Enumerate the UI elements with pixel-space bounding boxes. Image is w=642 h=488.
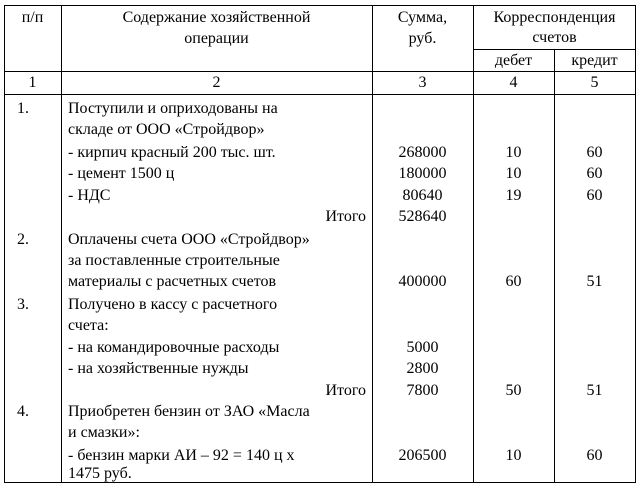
operation-2-line3: материалы с расчетных счетов [68, 273, 277, 290]
header-sum-line2: руб. [408, 30, 437, 47]
operation-1-item-2-text: - цемент 1500 ц [68, 165, 175, 182]
table-right-border [635, 5, 636, 483]
header-content-line2: операции [184, 30, 249, 47]
operation-4-sum: 206500 [398, 447, 447, 464]
operation-3-item-2-sum: 2800 [406, 360, 439, 377]
operation-4-credit: 60 [586, 447, 603, 464]
column-number-2: 2 [212, 74, 221, 91]
operation-1-item-2-debit: 10 [505, 165, 522, 182]
operation-1-item-1-sum: 268000 [398, 144, 447, 161]
operation-1-title-line2: складе от ООО «Стройдвор» [68, 121, 265, 138]
operation-3-total-sum: 7800 [406, 382, 439, 399]
operation-1-title-line1: Поступили и оприходованы на [68, 100, 278, 117]
column-divider-4 [554, 49, 555, 483]
operation-3-title-line1: Получено в кассу с расчетного [68, 296, 278, 313]
operation-3-total-label: Итого [325, 382, 366, 399]
column-number-4: 4 [509, 74, 518, 91]
operation-3-item-1-text: - на командировочные расходы [68, 339, 280, 356]
operation-2-number: 2. [17, 231, 29, 248]
operation-3-item-2-text: - на хозяйственные нужды [68, 360, 249, 377]
operation-4-debit: 10 [505, 447, 522, 464]
operation-1-item-1-debit: 10 [505, 144, 522, 161]
operation-1-total-label: Итого [325, 208, 366, 225]
header-content-line1: Содержание хозяйственной [122, 9, 311, 26]
operation-3-item-1-sum: 5000 [406, 339, 439, 356]
header-correspondence-line2: счетов [532, 29, 577, 46]
operation-3-title-line2: счета: [68, 317, 109, 334]
operation-1-item-3-credit: 60 [586, 187, 603, 204]
column-numbers-bottom-border [4, 94, 636, 95]
operation-1-item-1-text: - кирпич красный 200 тыс. шт. [68, 144, 276, 161]
header-sum-line1: Сумма, [397, 9, 448, 26]
operation-1-item-2-credit: 60 [586, 165, 603, 182]
operation-2-debit: 60 [505, 273, 522, 290]
column-number-5: 5 [590, 74, 599, 91]
operation-1-number: 1. [17, 100, 29, 117]
operation-2-credit: 51 [586, 273, 603, 290]
operation-3-credit: 51 [586, 382, 603, 399]
table-top-border [4, 5, 636, 6]
operation-2-line2: за поставленные строительные [68, 252, 280, 269]
header-debit: дебет [494, 52, 533, 69]
header-number: п/п [21, 9, 44, 26]
operation-1-item-3-debit: 19 [505, 187, 522, 204]
header-correspondence-line1: Корреспонденция [493, 9, 616, 26]
operation-2-line1: Оплачены счета ООО «Стройдвор» [68, 231, 310, 248]
operation-3-number: 3. [17, 296, 29, 313]
operations-table [4, 5, 636, 483]
operation-4-item-line1: - бензин марки АИ – 92 = 140 ц х [68, 447, 295, 464]
operation-2-sum: 400000 [398, 273, 447, 290]
column-number-3: 3 [418, 74, 427, 91]
header-credit: кредит [571, 52, 618, 69]
operation-1-item-3-text: - НДС [68, 187, 111, 204]
operation-1-item-3-sum: 80640 [402, 187, 443, 204]
column-number-1: 1 [28, 74, 37, 91]
operation-1-total-sum: 528640 [398, 208, 447, 225]
operation-4-item-line2: 1475 руб. [68, 465, 132, 482]
operation-4-title-line2: и смазки»: [68, 424, 140, 441]
operation-4-title-line1: Приобретен бензин от ЗАО «Масла [68, 403, 310, 420]
operation-1-item-1-credit: 60 [586, 144, 603, 161]
operation-4-number: 4. [17, 403, 29, 420]
operation-1-item-2-sum: 180000 [398, 165, 447, 182]
operation-3-debit: 50 [505, 382, 522, 399]
